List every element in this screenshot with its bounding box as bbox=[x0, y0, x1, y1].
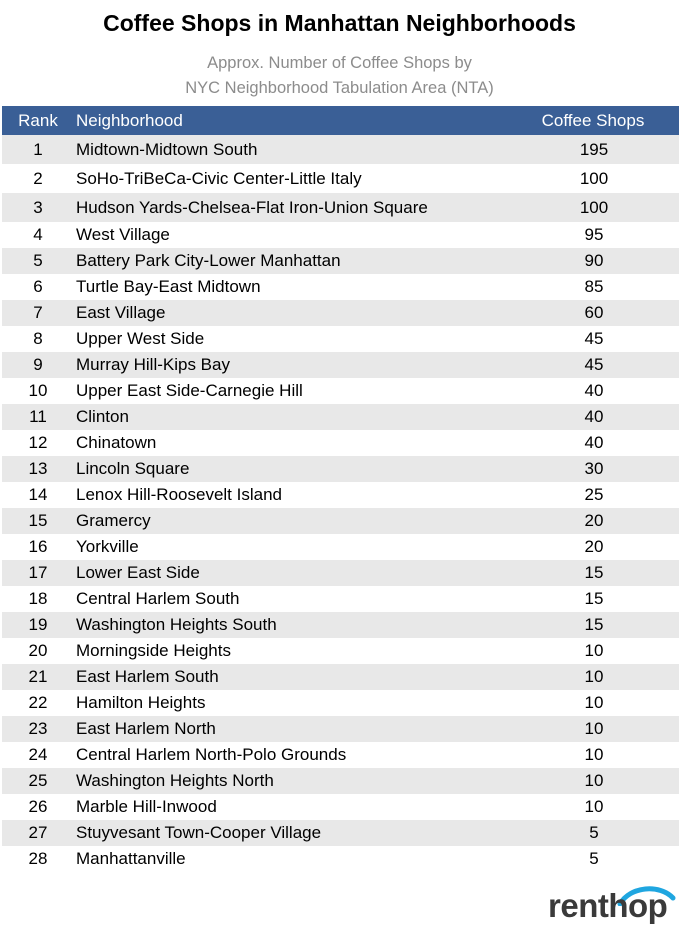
cell-rank: 13 bbox=[28, 459, 48, 478]
cell-coffee-shops: 100 bbox=[579, 197, 609, 217]
cell-coffee-shops: 60 bbox=[584, 303, 604, 322]
table-row bbox=[2, 248, 679, 274]
cell-coffee-shops: 5 bbox=[589, 823, 599, 842]
cell-neighborhood: Lincoln Square bbox=[76, 459, 190, 478]
table-row bbox=[2, 586, 679, 612]
table-row bbox=[2, 768, 679, 794]
table-row bbox=[2, 430, 679, 456]
cell-rank: 21 bbox=[28, 667, 48, 686]
cell-rank: 2 bbox=[33, 168, 43, 188]
table-row bbox=[2, 300, 679, 326]
column-header-coffee-shops: Coffee Shops bbox=[541, 110, 645, 130]
cell-coffee-shops: 45 bbox=[584, 355, 604, 374]
cell-coffee-shops: 15 bbox=[584, 615, 604, 634]
cell-coffee-shops: 10 bbox=[584, 693, 604, 712]
cell-coffee-shops: 15 bbox=[584, 589, 604, 608]
cell-coffee-shops: 10 bbox=[584, 719, 604, 738]
cell-rank: 1 bbox=[33, 139, 43, 159]
cell-coffee-shops: 10 bbox=[584, 641, 604, 660]
cell-rank: 16 bbox=[28, 537, 48, 556]
cell-coffee-shops: 15 bbox=[584, 563, 604, 582]
cell-coffee-shops: 195 bbox=[579, 139, 609, 159]
table-row bbox=[2, 560, 679, 586]
cell-coffee-shops: 40 bbox=[584, 433, 604, 452]
cell-rank: 10 bbox=[28, 381, 48, 400]
cell-rank: 15 bbox=[28, 511, 48, 530]
cell-rank: 19 bbox=[28, 615, 48, 634]
table-row bbox=[2, 742, 679, 768]
cell-neighborhood: Chinatown bbox=[76, 433, 157, 452]
cell-coffee-shops: 5 bbox=[589, 849, 599, 868]
column-header-rank: Rank bbox=[18, 110, 58, 130]
cell-neighborhood: Washington Heights North bbox=[76, 771, 274, 790]
cell-neighborhood: Hamilton Heights bbox=[76, 693, 206, 712]
table-row bbox=[2, 274, 679, 300]
cell-rank: 8 bbox=[33, 329, 43, 348]
cell-rank: 18 bbox=[28, 589, 48, 608]
cell-neighborhood: Clinton bbox=[76, 407, 129, 426]
cell-rank: 3 bbox=[33, 197, 43, 217]
cell-neighborhood: Yorkville bbox=[76, 537, 139, 556]
cell-neighborhood: Upper East Side-Carnegie Hill bbox=[76, 381, 303, 400]
cell-coffee-shops: 20 bbox=[584, 511, 604, 530]
cell-coffee-shops: 10 bbox=[584, 667, 604, 686]
table-row bbox=[2, 222, 679, 248]
chart-title: Coffee Shops in Manhattan Neighborhoods bbox=[103, 10, 576, 36]
cell-coffee-shops: 85 bbox=[584, 277, 604, 296]
cell-coffee-shops: 10 bbox=[584, 797, 604, 816]
cell-neighborhood: Murray Hill-Kips Bay bbox=[76, 355, 230, 374]
cell-coffee-shops: 40 bbox=[584, 381, 604, 400]
cell-neighborhood: Morningside Heights bbox=[76, 641, 231, 660]
cell-neighborhood: SoHo-TriBeCa-Civic Center-Little Italy bbox=[76, 168, 362, 188]
cell-coffee-shops: 10 bbox=[584, 745, 604, 764]
renthop-logo-text: renthop bbox=[548, 887, 668, 924]
table-row bbox=[2, 638, 679, 664]
cell-neighborhood: Gramercy bbox=[76, 511, 151, 530]
cell-rank: 14 bbox=[28, 485, 48, 504]
cell-rank: 11 bbox=[29, 407, 47, 426]
cell-rank: 9 bbox=[33, 355, 43, 374]
cell-neighborhood: East Village bbox=[76, 303, 166, 322]
cell-neighborhood: Battery Park City-Lower Manhattan bbox=[76, 251, 341, 270]
cell-rank: 22 bbox=[28, 693, 48, 712]
table-row bbox=[2, 534, 679, 560]
cell-coffee-shops: 100 bbox=[579, 168, 609, 188]
cell-neighborhood: Hudson Yards-Chelsea-Flat Iron-Union Square bbox=[76, 197, 428, 217]
cell-coffee-shops: 30 bbox=[584, 459, 604, 478]
table-row bbox=[2, 482, 679, 508]
chart-subtitle-line-2: NYC Neighborhood Tabulation Area (NTA) bbox=[185, 79, 494, 97]
chart-subtitle-line-1: Approx. Number of Coffee Shops by bbox=[207, 54, 472, 72]
cell-neighborhood: Stuyvesant Town-Cooper Village bbox=[76, 823, 322, 842]
coffee-shops-table bbox=[2, 106, 679, 872]
table-row bbox=[2, 378, 679, 404]
cell-coffee-shops: 90 bbox=[584, 251, 604, 270]
cell-neighborhood: Upper West Side bbox=[76, 329, 205, 348]
table-row bbox=[2, 193, 679, 222]
cell-rank: 26 bbox=[28, 797, 48, 816]
table-row bbox=[2, 164, 679, 193]
cell-rank: 20 bbox=[28, 641, 48, 660]
cell-coffee-shops: 10 bbox=[584, 771, 604, 790]
cell-neighborhood: East Harlem South bbox=[76, 667, 219, 686]
table-row bbox=[2, 794, 679, 820]
cell-rank: 4 bbox=[33, 225, 43, 244]
cell-neighborhood: Central Harlem North-Polo Grounds bbox=[76, 745, 347, 764]
cell-rank: 5 bbox=[33, 251, 43, 270]
cell-neighborhood: Turtle Bay-East Midtown bbox=[76, 277, 261, 296]
cell-rank: 24 bbox=[28, 745, 48, 764]
table-row bbox=[2, 716, 679, 742]
cell-neighborhood: Midtown-Midtown South bbox=[76, 139, 258, 159]
cell-coffee-shops: 40 bbox=[584, 407, 604, 426]
table-row bbox=[2, 820, 679, 846]
table-header bbox=[2, 106, 679, 135]
table-row bbox=[2, 664, 679, 690]
table-row bbox=[2, 508, 679, 534]
cell-neighborhood: Central Harlem South bbox=[76, 589, 240, 608]
cell-rank: 23 bbox=[28, 719, 48, 738]
cell-neighborhood: Lower East Side bbox=[76, 563, 200, 582]
table-row bbox=[2, 690, 679, 716]
table-row bbox=[2, 404, 679, 430]
cell-neighborhood: Marble Hill-Inwood bbox=[76, 797, 217, 816]
cell-coffee-shops: 45 bbox=[584, 329, 604, 348]
cell-rank: 6 bbox=[33, 277, 43, 296]
cell-neighborhood: Lenox Hill-Roosevelt Island bbox=[76, 485, 282, 504]
cell-neighborhood: Manhattanville bbox=[76, 849, 186, 868]
cell-rank: 7 bbox=[33, 303, 43, 322]
cell-coffee-shops: 20 bbox=[584, 537, 604, 556]
cell-neighborhood: West Village bbox=[76, 225, 170, 244]
cell-neighborhood: Washington Heights South bbox=[76, 615, 277, 634]
renthop-logo bbox=[548, 884, 678, 928]
cell-rank: 25 bbox=[28, 771, 48, 790]
cell-coffee-shops: 95 bbox=[584, 225, 604, 244]
column-header-neighborhood: Neighborhood bbox=[76, 110, 183, 130]
cell-rank: 12 bbox=[28, 433, 48, 452]
table-row bbox=[2, 352, 679, 378]
table-row bbox=[2, 612, 679, 638]
cell-neighborhood: East Harlem North bbox=[76, 719, 216, 738]
cell-rank: 27 bbox=[28, 823, 48, 842]
cell-rank: 28 bbox=[28, 849, 48, 868]
table-row bbox=[2, 846, 679, 872]
cell-coffee-shops: 25 bbox=[584, 485, 604, 504]
table-body bbox=[2, 135, 679, 872]
cell-rank: 17 bbox=[28, 563, 48, 582]
table-row bbox=[2, 326, 679, 352]
table-row bbox=[2, 135, 679, 164]
table-row bbox=[2, 456, 679, 482]
